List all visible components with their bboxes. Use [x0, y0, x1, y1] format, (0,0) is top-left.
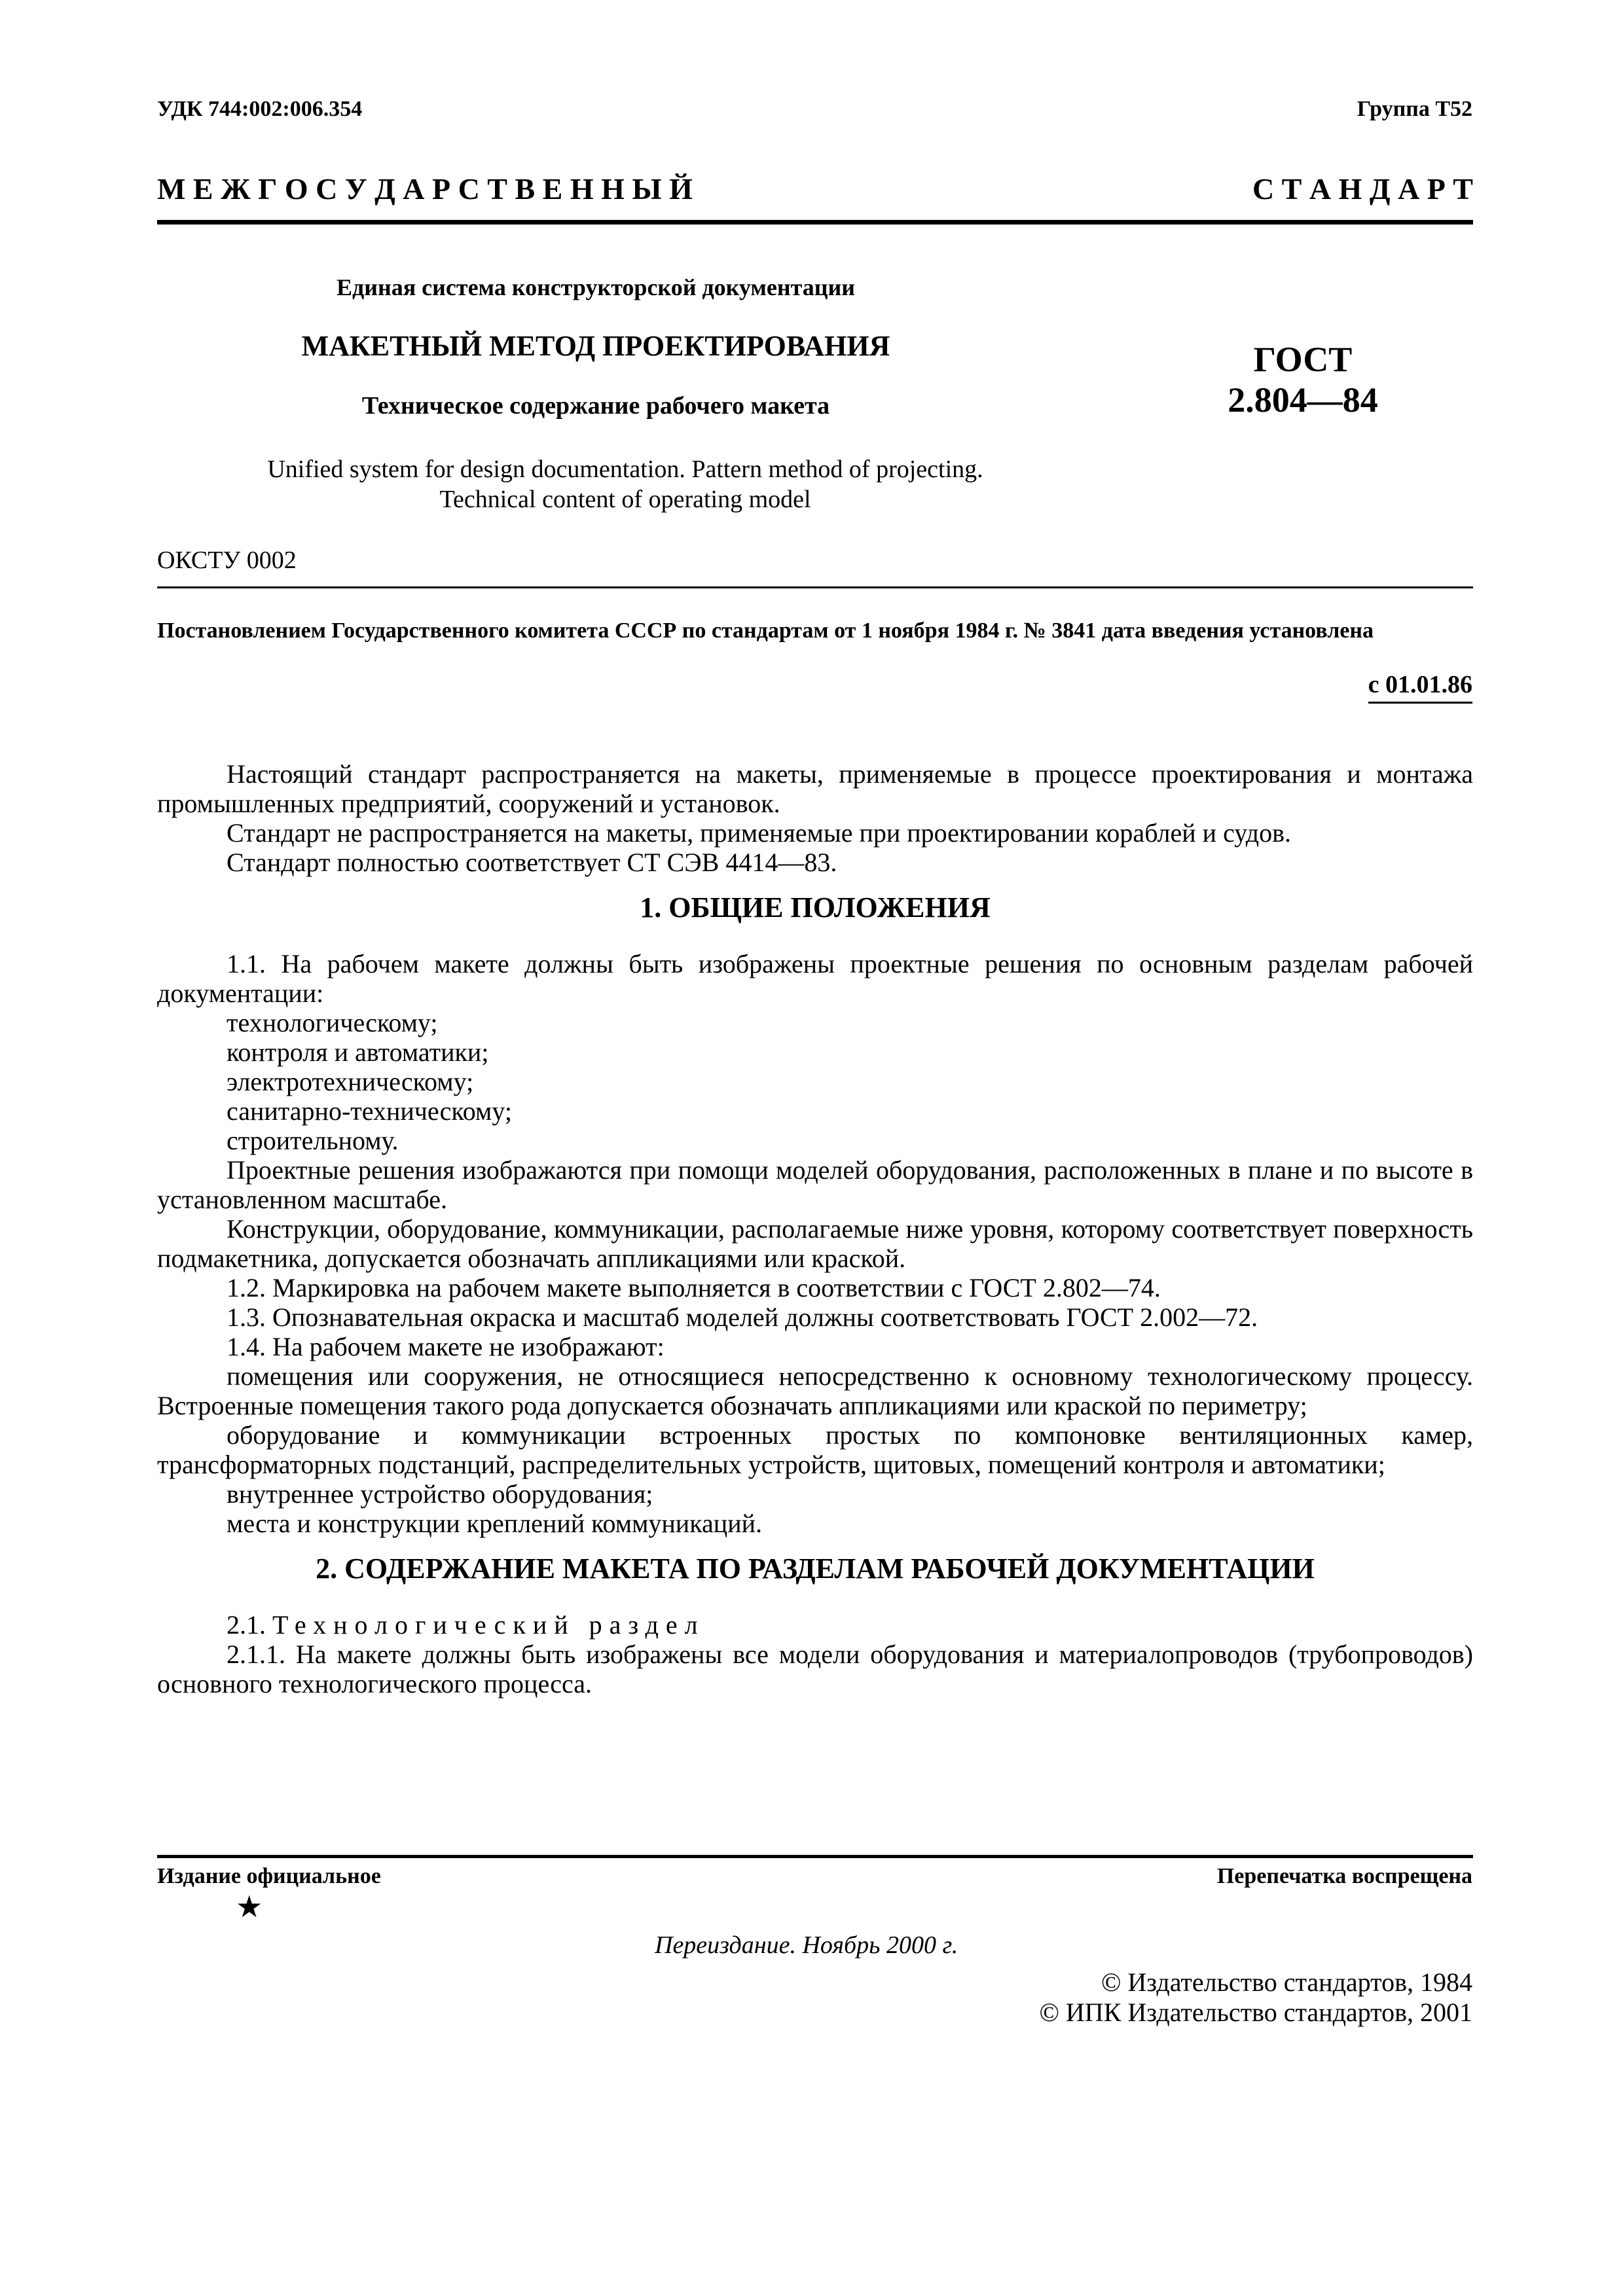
copyright-block [1040, 1967, 1472, 2028]
document-body [157, 759, 1473, 1698]
reprint-prohibited: Перепечатка воспрещена [1216, 1864, 1472, 1888]
star-icon: ★ [236, 1890, 263, 1924]
section-heading: 2. СОДЕРЖАНИЕ МАКЕТА ПО РАЗДЕЛАМ РАБОЧЕЙ ДОКУМЕНТАЦИИ [316, 1552, 1315, 1585]
copyright-line: © ИПК Издательство стандартов, 2001 [1039, 1998, 1472, 2027]
gost-number: 2.804—84 [1228, 380, 1378, 420]
list-item: санитарно-техническому; [227, 1096, 512, 1126]
decree-text: Постановлением Государственного комитета СССР по стандартам от 1 ноября 1984 г. № 3841 дата введения установлена [157, 619, 1374, 643]
paragraph: 2.1.1. На макете должны быть изображены все модели оборудования и материалопроводов (трубопроводов) основного технологического процесса. [157, 1640, 1473, 1698]
oksty-code: ОКСТУ 0002 [157, 547, 297, 574]
group-code: Группа Т52 [1357, 97, 1472, 121]
gost-label: ГОСТ [1253, 340, 1353, 379]
udk-code: УДК 744:002:006.354 [157, 97, 363, 121]
paragraph: 1.3. Опознавательная окраска и масштаб моделей должны соответствовать ГОСТ 2.002—72. [227, 1302, 1258, 1332]
header-rule [157, 220, 1473, 224]
paragraph: Стандарт не распространяется на макеты, применяемые при проектировании кораблей и судов. [227, 818, 1292, 848]
subsection-name: Технологический раздел [272, 1610, 705, 1640]
paragraph: внутреннее устройство оборудования; [227, 1479, 653, 1509]
document-subtitle: Техническое содержание рабочего макета [361, 392, 830, 420]
effective-date: с 01.01.86 [1368, 670, 1472, 704]
paragraph: Конструкции, оборудование, коммуникации, располагаемые ниже уровня, которому соответствует поверхность подмакетника, допускается обозначать аппликациями или краской. [157, 1214, 1473, 1273]
paragraph: оборудование и коммуникации встроенных простых по компоновке вентиляционных камер, трансформаторных подстанций, распределительных устройств, щитовых, помещений контроля и автоматики; [157, 1420, 1473, 1479]
subsection-number: 2.1. [227, 1610, 266, 1640]
gost-code [1159, 339, 1447, 420]
section-heading: 1. ОБЩИЕ ПОЛОЖЕНИЯ [640, 891, 991, 924]
english-title-line: Technical content of operating model [439, 486, 811, 513]
paragraph: 1.4. На рабочем макете не изображают: [227, 1332, 665, 1361]
paragraph: Стандарт полностью соответствует СТ СЭВ 4414—83. [227, 848, 837, 877]
reissue-note: Переиздание. Ноябрь 2000 г. [655, 1931, 958, 1959]
paragraph: Настоящий стандарт распространяется на макеты, применяемые в процессе проектирования и монтажа промышленных предприятий, сооружений и установок. [157, 759, 1473, 818]
series-title: Единая система конструкторской документации [337, 274, 855, 300]
list-item: технологическому; [227, 1008, 438, 1037]
paragraph: места и конструкции креплений коммуникаций. [227, 1509, 763, 1538]
subsection-title [157, 1610, 1473, 1640]
english-title [157, 454, 1093, 514]
banner-word-interstate: М Е Ж Г О С У Д А Р С Т В Е Н Н Ы Й [157, 172, 693, 206]
paragraph: помещения или сооружения, не относящиеся непосредственно к основному технологическому процессу. Встроенные помещения такого рода допускается обозначать аппликациями или краской по периметру; [157, 1361, 1473, 1420]
english-title-line: Unified system for design documentation. Pattern method of projecting. [267, 456, 983, 483]
paragraph: 1.1. На рабочем макете должны быть изображены проектные решения по основным разделам рабочей документации: [157, 949, 1473, 1008]
copyright-line: © Издательство стандартов, 1984 [1101, 1967, 1472, 1997]
list-item: строительному. [227, 1126, 399, 1155]
list-item: электротехническому; [227, 1067, 474, 1096]
document-title: МАКЕТНЫЙ МЕТОД ПРОЕКТИРОВАНИЯ [301, 330, 890, 362]
official-edition: Издание официальное [157, 1864, 381, 1888]
footer-rule [157, 1855, 1473, 1858]
oksty-rule [157, 586, 1473, 588]
paragraph: 1.2. Маркировка на рабочем макете выполняется в соответствии с ГОСТ 2.802—74. [227, 1273, 1161, 1302]
paragraph: Проектные решения изображаются при помощи моделей оборудования, расположенных в плане и по высоте в установленном масштабе. [157, 1155, 1473, 1214]
banner-word-standard: С Т А Н Д А Р Т [1252, 172, 1473, 206]
list-item: контроля и автоматики; [227, 1037, 489, 1067]
